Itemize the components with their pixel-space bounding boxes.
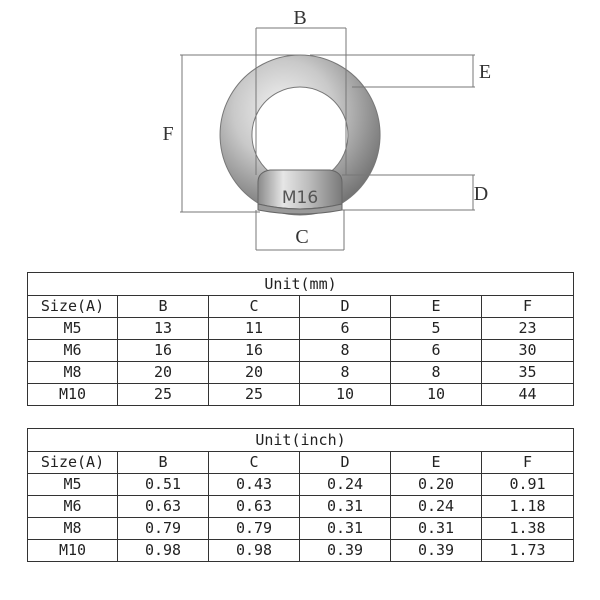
table-cell: 6	[300, 318, 391, 340]
table-cell: 10	[391, 384, 482, 406]
table-cell: M6	[28, 496, 118, 518]
table-cell: 8	[300, 362, 391, 384]
eye-nut-image	[220, 55, 380, 215]
label-c: C	[295, 226, 309, 248]
table-cell: M10	[28, 540, 118, 562]
column-header: Size(A)	[28, 296, 118, 318]
table-cell: 6	[391, 340, 482, 362]
table-cell: 0.91	[482, 474, 574, 496]
table-cell: 8	[300, 340, 391, 362]
table-cell: 16	[118, 340, 209, 362]
label-f: F	[162, 123, 174, 145]
label-e: E	[478, 61, 492, 83]
table-row	[28, 340, 574, 362]
table-cell: 13	[118, 318, 209, 340]
table-row	[28, 540, 574, 562]
column-header: D	[300, 452, 391, 474]
table-cell: 0.39	[391, 540, 482, 562]
label-d: D	[473, 183, 489, 205]
table-cell: 0.31	[391, 518, 482, 540]
table-row	[28, 474, 574, 496]
size-table-mm	[27, 272, 574, 406]
table-cell: 10	[300, 384, 391, 406]
table-cell: M8	[28, 362, 118, 384]
column-header: B	[118, 296, 209, 318]
table-cell: M8	[28, 518, 118, 540]
table-cell: 0.31	[300, 496, 391, 518]
table-cell: 0.51	[118, 474, 209, 496]
table-cell: 25	[209, 384, 300, 406]
table-row	[28, 496, 574, 518]
table-cell: 30	[482, 340, 574, 362]
column-header: F	[482, 452, 574, 474]
table-cell: 5	[391, 318, 482, 340]
table-cell: 8	[391, 362, 482, 384]
table-cell: M5	[28, 318, 118, 340]
table-row	[28, 518, 574, 540]
column-header: B	[118, 452, 209, 474]
column-header: F	[482, 296, 574, 318]
table-cell: 16	[209, 340, 300, 362]
table-cell: 1.73	[482, 540, 574, 562]
column-header: Size(A)	[28, 452, 118, 474]
table-cell: 25	[118, 384, 209, 406]
table-cell: 0.24	[391, 496, 482, 518]
table-cell: 0.43	[209, 474, 300, 496]
table-row	[28, 384, 574, 406]
table-row	[28, 318, 574, 340]
label-b: B	[293, 7, 307, 29]
nut-marking-text: M16	[281, 188, 319, 208]
table-cell: 35	[482, 362, 574, 384]
table-cell: 1.18	[482, 496, 574, 518]
table-cell: M10	[28, 384, 118, 406]
table-cell: 1.38	[482, 518, 574, 540]
table-cell: 0.31	[300, 518, 391, 540]
column-header: E	[391, 296, 482, 318]
table-cell: 44	[482, 384, 574, 406]
eye-nut-dimension-diagram	[0, 0, 600, 270]
table-cell: 20	[209, 362, 300, 384]
table-cell: 11	[209, 318, 300, 340]
column-header: C	[209, 452, 300, 474]
unit-header: Unit(inch)	[28, 429, 574, 452]
table-cell: 0.98	[118, 540, 209, 562]
table-cell: 0.98	[209, 540, 300, 562]
table-cell: 20	[118, 362, 209, 384]
column-header: C	[209, 296, 300, 318]
column-header: D	[300, 296, 391, 318]
column-header-row	[28, 452, 574, 474]
column-header-row	[28, 296, 574, 318]
table-cell: 0.79	[209, 518, 300, 540]
table-cell: M5	[28, 474, 118, 496]
table-cell: 0.20	[391, 474, 482, 496]
table-cell: 0.39	[300, 540, 391, 562]
table-cell: 0.24	[300, 474, 391, 496]
column-header: E	[391, 452, 482, 474]
table-cell: 0.79	[118, 518, 209, 540]
table-row	[28, 362, 574, 384]
table-cell: 23	[482, 318, 574, 340]
table-cell: 0.63	[209, 496, 300, 518]
unit-header: Unit(mm)	[28, 273, 574, 296]
table-cell: 0.63	[118, 496, 209, 518]
table-cell: M6	[28, 340, 118, 362]
size-table-inch	[27, 428, 574, 562]
